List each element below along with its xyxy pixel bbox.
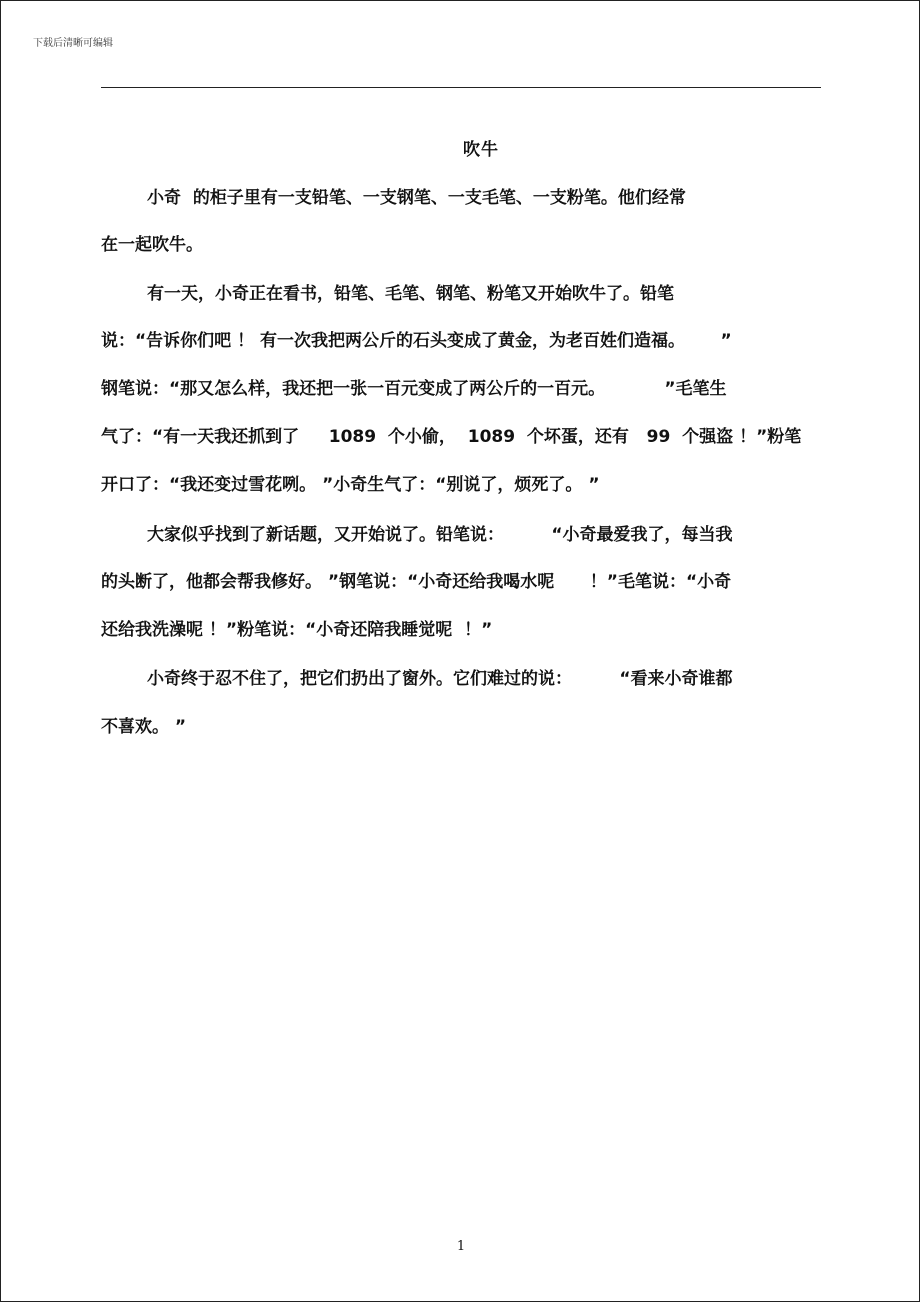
document-title: 吹牛 — [463, 140, 499, 160]
paragraph-2-line-1: 有一天，小奇正在看书，铅笔、毛笔、钢笔、粉笔又开始吹牛了。铅笔 — [147, 284, 674, 304]
paragraph-3-line-2: 的头断了，他都会帮我修好。 ”钢笔说：“小奇还给我喝水呢 ！”毛笔说：“小奇 — [101, 572, 732, 592]
paragraph-3-line-3: 还给我洗澡呢 ！”粉笔说：“小奇还陪我睡觉呢 ！” — [101, 620, 493, 640]
header-note: 下载后清晰可编辑 — [33, 38, 113, 49]
header-rule — [101, 87, 821, 88]
paragraph-4-line-2: 不喜欢。 ” — [101, 717, 187, 737]
paragraph-1-line-1: 小奇 的柜子里有一支铅笔、一支钢笔、一支毛笔、一支粉笔。他们经常 — [147, 188, 686, 208]
page-number: 1 — [456, 1239, 466, 1254]
paragraph-2-line-5: 开口了：“我还变过雪花咧。 ”小奇生气了：“别说了，烦死了。 ” — [101, 475, 600, 495]
paragraph-2-line-3: 钢笔说：“那又怎么样，我还把一张一百元变成了两公斤的一百元。 ”毛笔生 — [101, 379, 727, 399]
paragraph-2-line-2: 说：“告诉你们吧 ！ 有一次我把两公斤的石头变成了黄金，为老百姓们造福。 ” — [101, 331, 732, 351]
paragraph-1-line-2: 在一起吹牛。 — [101, 235, 203, 255]
paragraph-3-line-1: 大家似乎找到了新话题，又开始说了。铅笔说： “小奇最爱我了，每当我 — [147, 525, 733, 545]
paragraph-2-line-4: 气了：“有一天我还抓到了 1089 个小偷， 1089 个坏蛋，还有 99 个强盗 ！”粉笔 — [101, 427, 802, 447]
paragraph-4-line-1: 小奇终于忍不住了，把它们扔出了窗外。它们难过的说： “看来小奇谁都 — [147, 669, 733, 689]
